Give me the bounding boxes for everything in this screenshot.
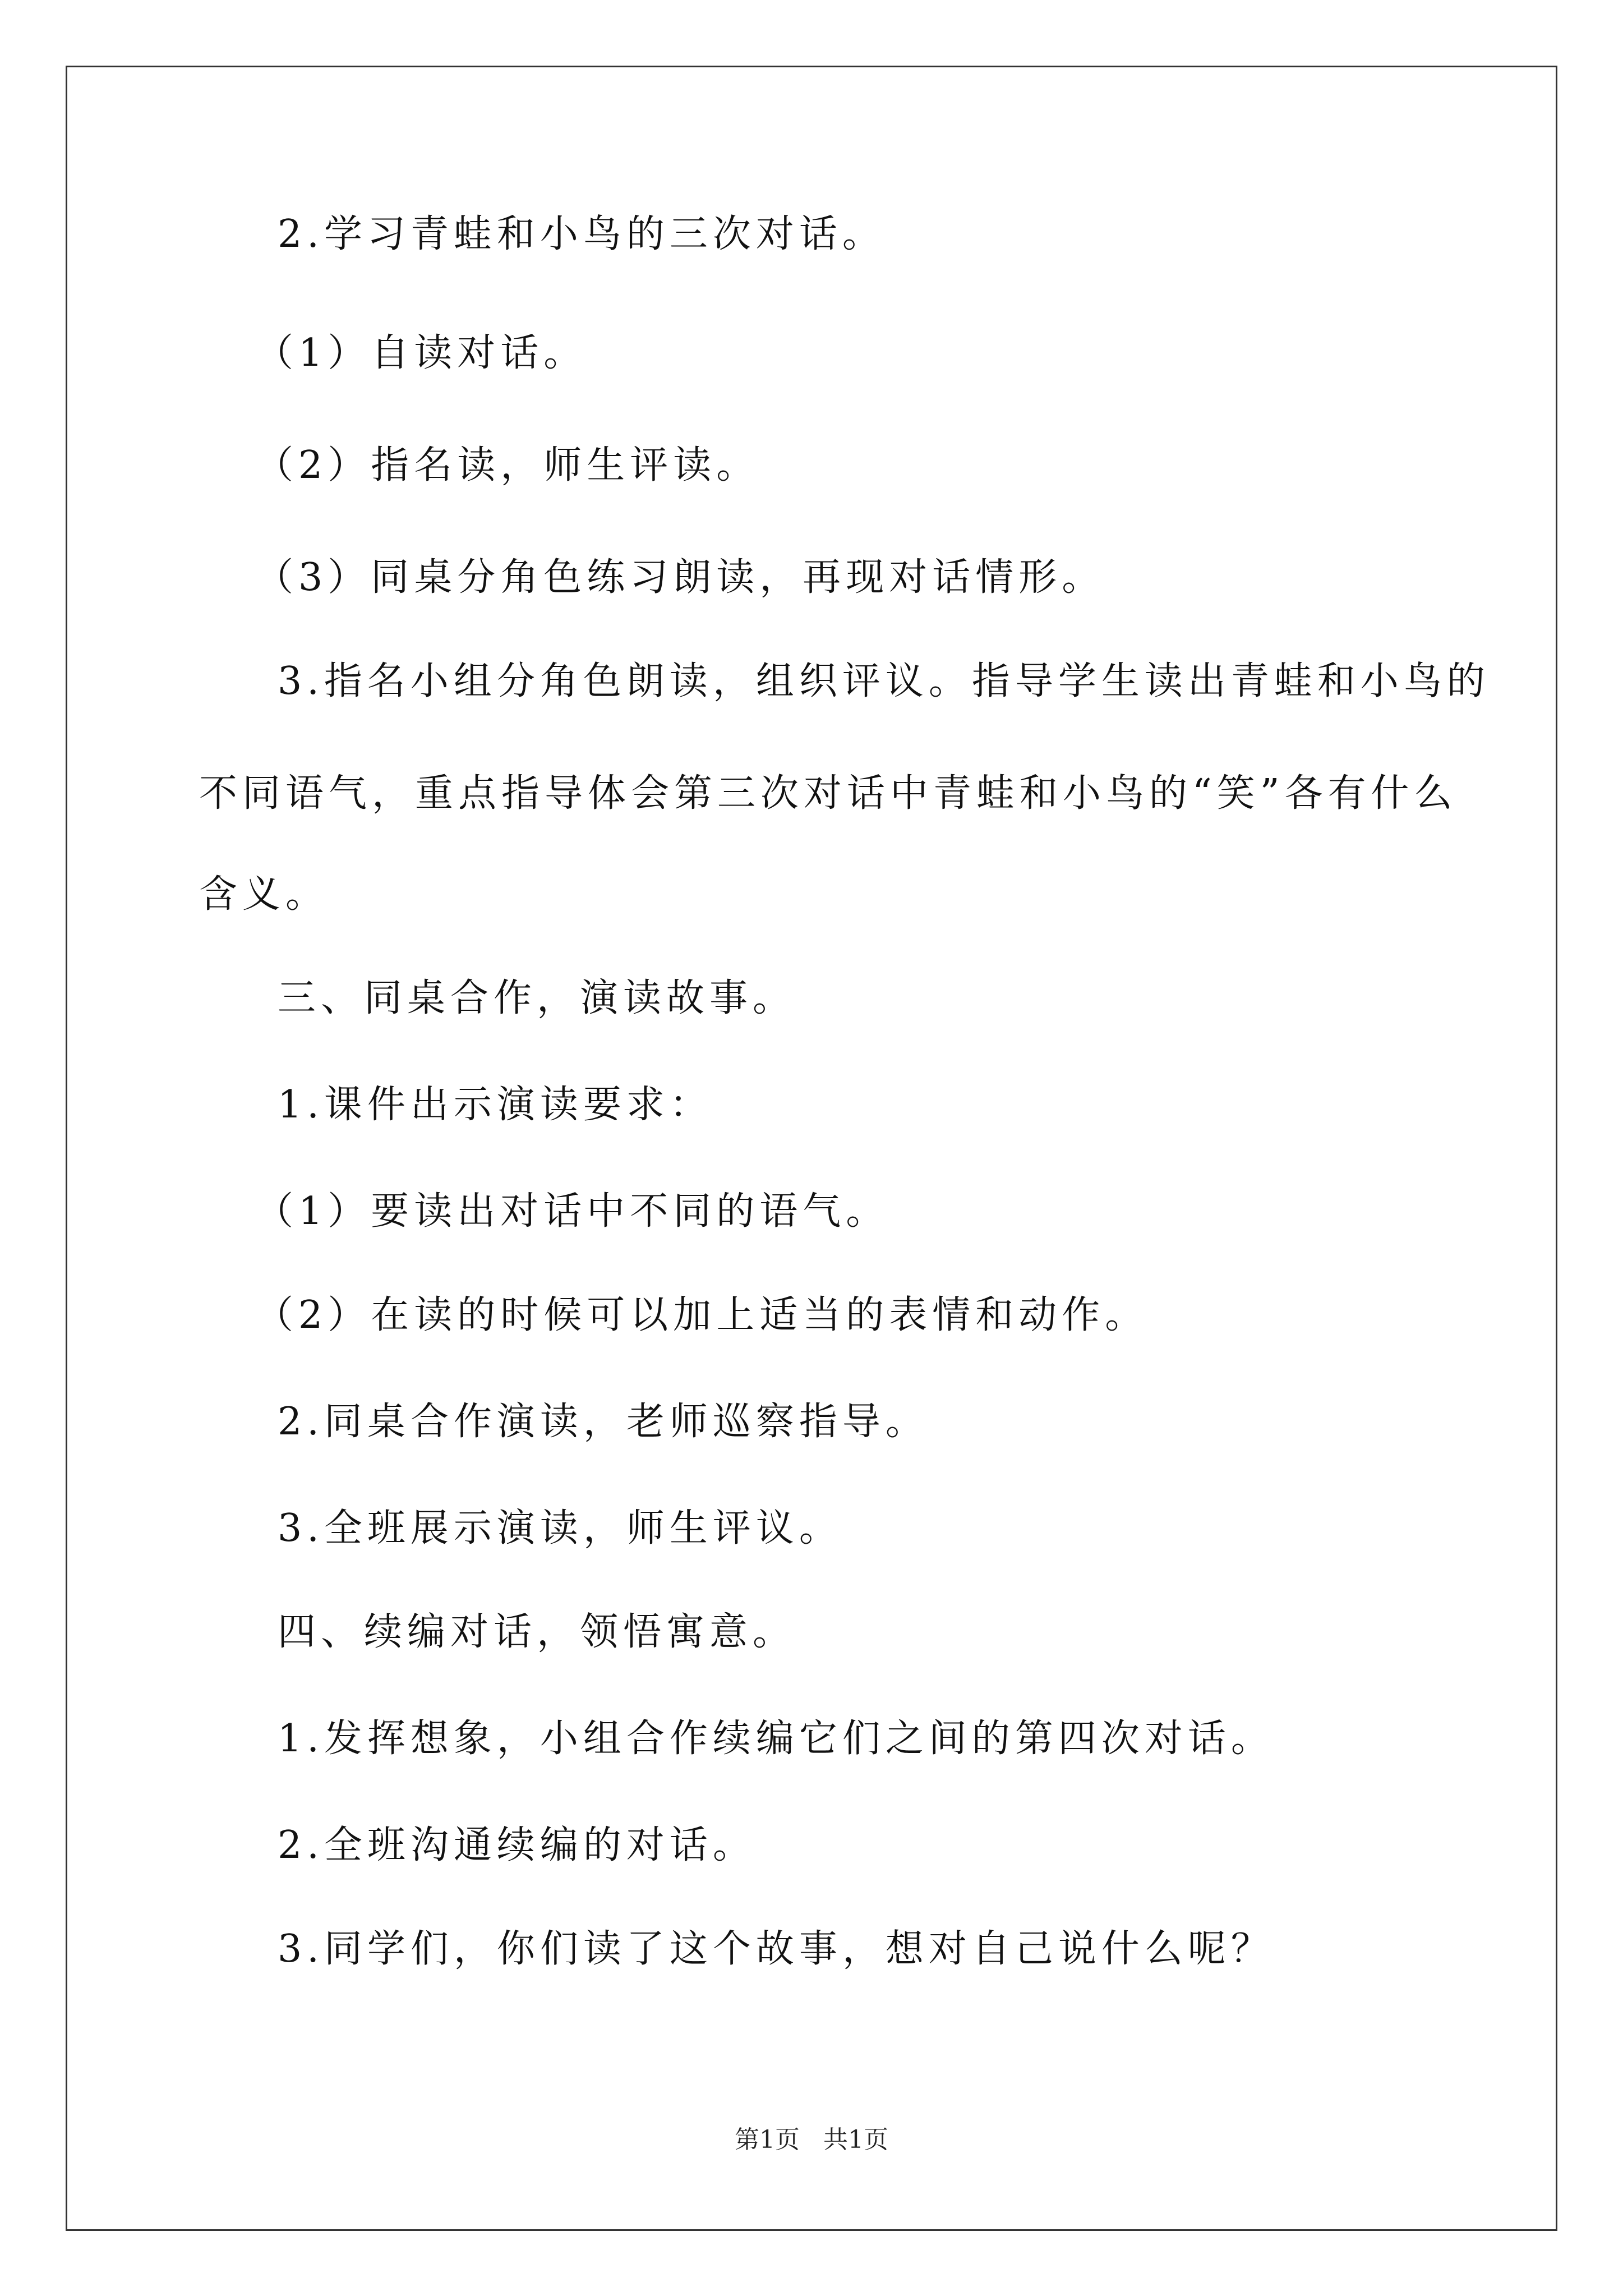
paragraph-line: 1.课件出示演读要求： [278,1083,713,1127]
page-footer: 第1页 共1页 [735,2125,888,2154]
paragraph-line: 2.学习青蛙和小鸟的三次对话。 [278,212,886,256]
paragraph-line: 含义。 [199,872,329,917]
paragraph-line: （1）要读出对话中不同的语气。 [255,1189,889,1234]
section-heading: 三、同桌合作，演读故事。 [278,976,796,1020]
paragraph-line: （2）在读的时候可以加上适当的表情和动作。 [255,1293,1149,1337]
paragraph-line: 2.全班沟通续编的对话。 [278,1823,756,1867]
page-border [66,66,1557,2231]
paragraph-line: 3.同学们，你们读了这个故事，想对自己说什么呢？ [278,1927,1274,1971]
paragraph-line: 1.发挥想象，小组合作续编它们之间的第四次对话。 [278,1717,1274,1761]
paragraph-line: （2）指名读，师生评读。 [255,443,760,487]
section-heading: 四、续编对话，领悟寓意。 [278,1610,796,1654]
paragraph-line: 2.同桌合作演读，老师巡察指导。 [278,1400,929,1444]
paragraph-line: （3）同桌分角色练习朗读，再现对话情形。 [255,555,1105,600]
paragraph-line: 3.指名小组分角色朗读，组织评议。指导学生读出青蛙和小鸟的 [278,659,1490,703]
paragraph-line: 3.全班展示演读，师生评议。 [278,1506,842,1550]
paragraph-line: （1）自读对话。 [255,331,587,375]
paragraph-line: 不同语气，重点指导体会第三次对话中青蛙和小鸟的“笑”各有什么 [199,771,1458,816]
